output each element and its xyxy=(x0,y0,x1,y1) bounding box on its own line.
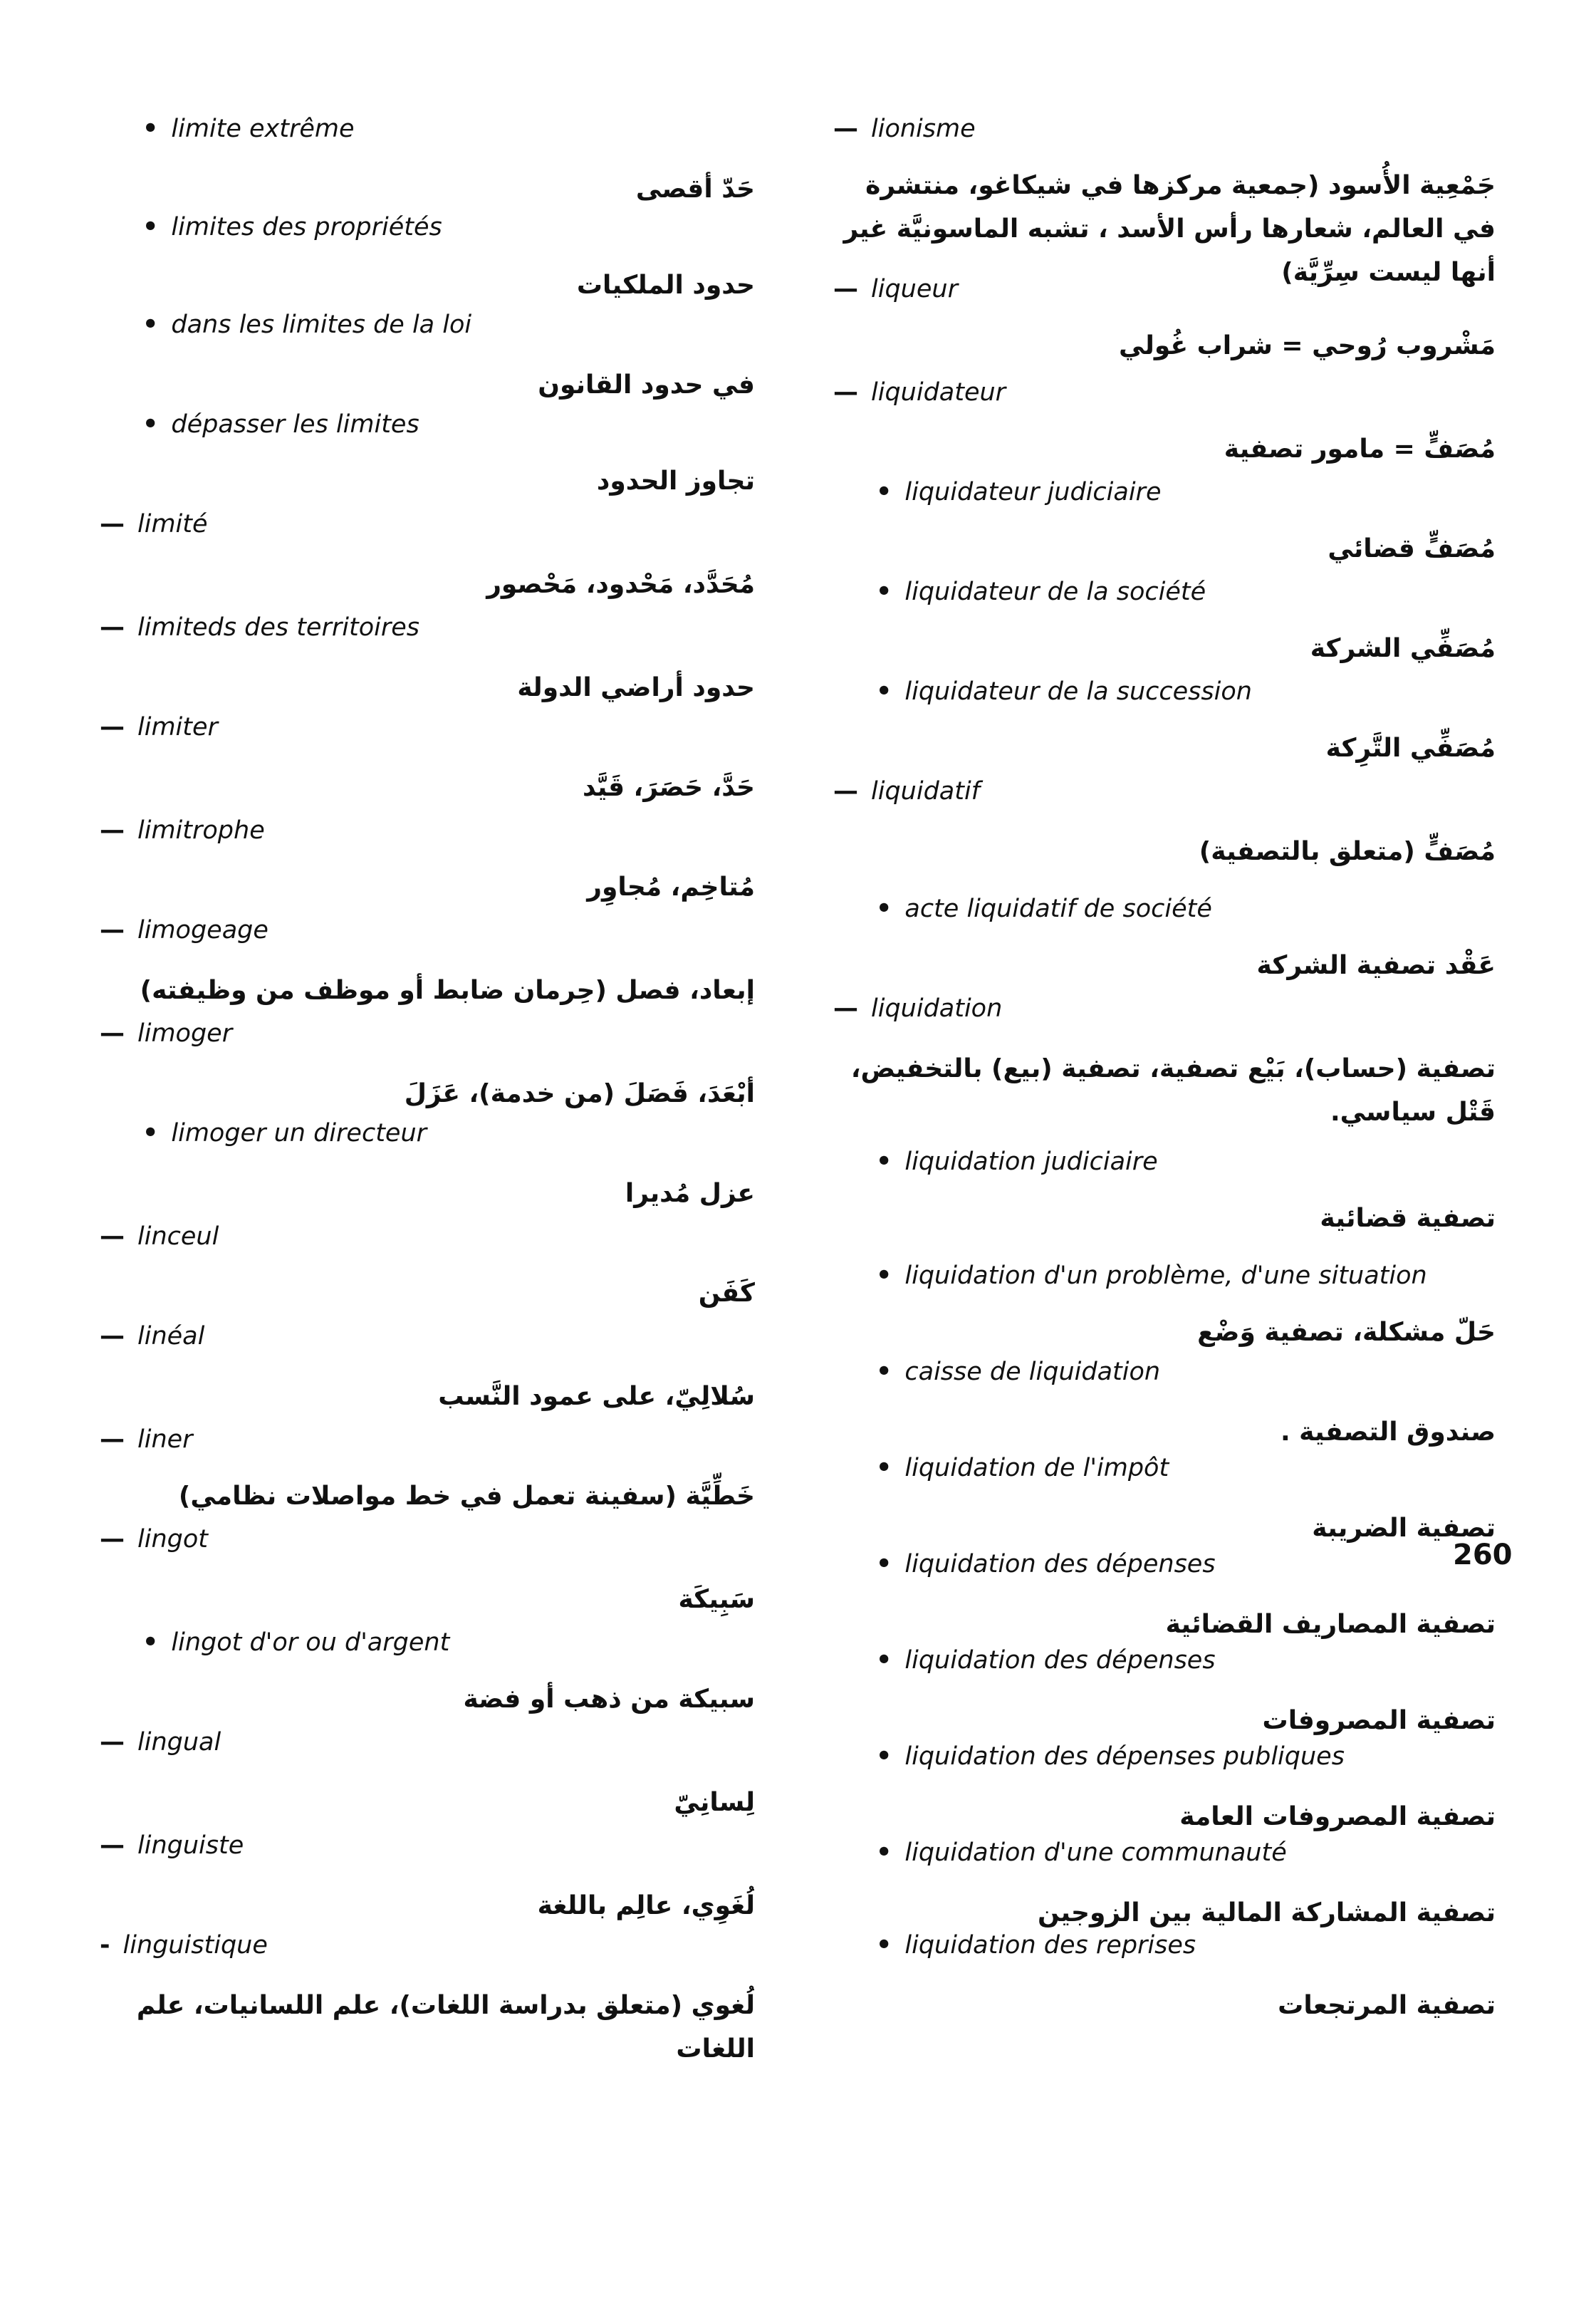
bullet-marker: • xyxy=(876,1358,892,1386)
french-term: liquidateur xyxy=(871,378,1006,407)
headword xyxy=(100,613,755,643)
arabic-translation: عزل مُديرا xyxy=(625,1179,755,1208)
bullet-marker: • xyxy=(142,1119,159,1148)
headword xyxy=(100,1727,755,1757)
arabic-translation: تصفية المرتجعات xyxy=(1278,1991,1496,2020)
bullet-marker: • xyxy=(876,1550,892,1578)
dash-marker: — xyxy=(100,1425,125,1454)
french-term: limité xyxy=(137,510,208,539)
french-term: liquidateur de la succession xyxy=(904,677,1252,706)
arabic-translation: مُصَفِّي التَّرِكة xyxy=(1325,734,1496,763)
dash-marker: — xyxy=(833,378,858,407)
dash-marker: — xyxy=(100,613,125,642)
arabic-translation: صندوق التصفية . xyxy=(1280,1417,1496,1447)
french-term: limoger un directeur xyxy=(171,1119,427,1148)
sub-entry xyxy=(876,1357,1496,1387)
arabic-translation: مَشْروب رُوحي = شراب غُولي xyxy=(1118,331,1496,360)
arabic-translation: في حدود القانون xyxy=(538,370,755,400)
headword xyxy=(100,915,755,945)
headword xyxy=(833,776,1496,806)
french-term: liquidatif xyxy=(871,777,981,806)
headword xyxy=(833,274,1496,304)
bullet-marker: • xyxy=(876,478,892,506)
french-term: limiter xyxy=(137,713,218,742)
arabic-translation: تصفية (حساب)، بَيْع تصفية، تصفية (بيع) بالتخفيض، قَتْل سياسي. xyxy=(850,1054,1496,1128)
arabic-translation: حَلّ مشكلة، تصفية وَضْع xyxy=(1197,1318,1496,1347)
sub-entry xyxy=(142,212,755,242)
bullet-marker: • xyxy=(142,115,159,143)
arabic-translation: مُتاخِم، مُجاوِر xyxy=(587,873,755,902)
arabic-translation: حَدّ أقصى xyxy=(635,175,755,204)
french-term: lionisme xyxy=(871,115,976,143)
bullet-marker: • xyxy=(142,410,159,439)
french-term: limogeage xyxy=(137,916,268,945)
dash-marker: - xyxy=(100,1931,110,1960)
sub-entry xyxy=(876,1453,1496,1483)
french-term: liquidation des dépenses xyxy=(904,1550,1216,1578)
arabic-translation: تصفية الضريبة xyxy=(1312,1514,1496,1543)
arabic-translation: حدود أراضي الدولة xyxy=(517,673,755,702)
french-term: linguistique xyxy=(122,1931,268,1960)
dash-marker: — xyxy=(100,713,125,742)
sub-entry xyxy=(142,310,755,340)
arabic-translation: لُغَوِي، عالِم باللغة xyxy=(537,1891,755,1920)
dash-marker: — xyxy=(100,510,125,539)
bullet-marker: • xyxy=(876,1646,892,1675)
headword xyxy=(100,1524,755,1554)
french-term: liquidation d'un problème, d'une situation xyxy=(904,1261,1427,1290)
dash-marker: — xyxy=(100,1728,125,1757)
french-term: liquidation des reprises xyxy=(904,1931,1196,1960)
sub-entry xyxy=(142,410,755,439)
bullet-marker: • xyxy=(876,677,892,706)
french-term: limitrophe xyxy=(137,816,265,845)
dash-marker: — xyxy=(100,816,125,845)
dash-marker: — xyxy=(100,1322,125,1351)
sub-entry xyxy=(876,1930,1496,1960)
headword xyxy=(100,1930,755,1960)
headword xyxy=(833,378,1496,407)
headword xyxy=(100,712,755,742)
french-term: limite extrême xyxy=(171,115,355,143)
bullet-marker: • xyxy=(876,1148,892,1176)
french-term: linguiste xyxy=(137,1831,244,1860)
bullet-marker: • xyxy=(876,895,892,923)
dash-marker: — xyxy=(833,275,858,303)
bullet-marker: • xyxy=(876,1261,892,1290)
arabic-translation: مُصَفِّي الشركة xyxy=(1310,634,1496,663)
dash-marker: — xyxy=(100,1831,125,1860)
arabic-translation: إبعاد، فصل (حِرمان ضابط أو موظف من وظيفته) xyxy=(140,976,755,1005)
french-term: lingot xyxy=(137,1525,208,1554)
dash-marker: — xyxy=(833,115,858,143)
french-term: dépasser les limites xyxy=(171,410,419,439)
headword xyxy=(100,1222,755,1252)
dash-marker: — xyxy=(100,916,125,945)
french-term: liner xyxy=(137,1425,193,1454)
headword xyxy=(833,994,1496,1024)
arabic-translation: تصفية المصاريف القضائية xyxy=(1165,1610,1496,1639)
arabic-translation: أبْعَدَ، فَصَلَ (من خدمة)، عَزَلَ xyxy=(404,1079,755,1108)
sub-entry xyxy=(142,1628,755,1658)
french-term: liquidation des dépenses xyxy=(904,1646,1216,1675)
arabic-translation: تصفية المصروفات العامة xyxy=(1179,1802,1496,1831)
french-term: linceul xyxy=(137,1222,219,1251)
french-term: liqueur xyxy=(871,275,958,303)
arabic-translation: حدود الملكيات xyxy=(576,271,755,300)
arabic-translation: كَفَن xyxy=(698,1279,755,1308)
bullet-marker: • xyxy=(142,213,159,241)
arabic-translation: سَبِيكَة xyxy=(678,1585,755,1614)
dash-marker: — xyxy=(833,994,858,1023)
french-term: linéal xyxy=(137,1322,205,1351)
dash-marker: — xyxy=(100,1222,125,1251)
french-term: liquidation d'une communauté xyxy=(904,1838,1287,1867)
arabic-translation: لُغوي (متعلق بدراسة اللغات)، علم اللسانيات، علم اللغات xyxy=(136,1991,755,2064)
french-term: liquidation de l'impôt xyxy=(904,1454,1169,1482)
arabic-translation: تصفية قضائية xyxy=(1320,1204,1496,1233)
arabic-translation: تصفية المشاركة المالية بين الزوجين xyxy=(1037,1898,1496,1928)
arabic-translation: مُحَدَّد، مَحْدود، مَحْصور xyxy=(486,570,755,599)
arabic-translation: لِسانِيّ xyxy=(674,1788,755,1817)
french-term: lingot d'or ou d'argent xyxy=(171,1628,450,1657)
arabic-translation: جَمْعِية الأُسود (جمعية مركزها في شيكاغو، منتشرة في العالم، شعارها رأس الأسد ، تشبه الماسونيَّة غير أنها ليست سِرِّيَّة) xyxy=(843,171,1496,288)
sub-entry xyxy=(876,1549,1496,1579)
french-term: liquidation des dépenses publiques xyxy=(904,1742,1345,1771)
french-term: limiteds des territoires xyxy=(137,613,419,642)
french-term: limites des propriétés xyxy=(171,213,442,241)
bullet-marker: • xyxy=(876,1838,892,1867)
sub-entry xyxy=(876,1645,1496,1675)
page-number: 260 xyxy=(1453,1539,1513,1571)
headword xyxy=(100,1425,755,1455)
bullet-marker: • xyxy=(142,311,159,339)
headword xyxy=(100,1019,755,1049)
arabic-translation: مُصَفٍّ (متعلق بالتصفية) xyxy=(1199,837,1496,866)
sub-entry xyxy=(876,677,1496,707)
arabic-translation: سبيكة من ذهب أو فضة xyxy=(463,1685,755,1714)
bullet-marker: • xyxy=(876,578,892,606)
sub-entry xyxy=(876,1261,1496,1291)
sub-entry xyxy=(876,1147,1496,1177)
arabic-translation: حَدَّ، حَصَرَ، قَيَّد xyxy=(582,773,755,802)
french-term: caisse de liquidation xyxy=(904,1358,1161,1386)
headword xyxy=(100,816,755,846)
headword xyxy=(100,1321,755,1351)
sub-entry xyxy=(142,114,755,144)
french-term: dans les limites de la loi xyxy=(171,311,472,339)
arabic-translation: مُصَفٍّ قضائي xyxy=(1328,534,1496,563)
sub-entry xyxy=(876,577,1496,607)
headword xyxy=(100,509,755,539)
french-term: acte liquidatif de société xyxy=(904,895,1212,923)
sub-entry xyxy=(876,477,1496,507)
sub-entry xyxy=(876,1838,1496,1868)
french-term: liquidation xyxy=(871,994,1003,1023)
dash-marker: — xyxy=(100,1019,125,1048)
french-term: limoger xyxy=(137,1019,233,1048)
arabic-translation: تجاوز الحدود xyxy=(596,467,755,496)
arabic-translation: تصفية المصروفات xyxy=(1262,1706,1496,1735)
bullet-marker: • xyxy=(876,1454,892,1482)
french-term: lingual xyxy=(137,1728,221,1757)
sub-entry xyxy=(876,894,1496,924)
french-term: liquidation judiciaire xyxy=(904,1148,1158,1176)
dash-marker: — xyxy=(100,1525,125,1554)
french-term: liquidateur de la société xyxy=(904,578,1206,606)
bullet-marker: • xyxy=(876,1742,892,1771)
headword xyxy=(833,114,1496,144)
arabic-translation: مُصَفٍّ = مامور تصفية xyxy=(1224,435,1496,464)
sub-entry xyxy=(142,1118,755,1148)
arabic-translation: خَطِّيَّة (سفينة تعمل في خط مواصلات نظامي) xyxy=(178,1482,755,1511)
arabic-translation: عَقْد تصفية الشركة xyxy=(1256,951,1496,980)
arabic-translation: سُلالِيّ، على عمود النَّسب xyxy=(438,1382,755,1411)
headword xyxy=(100,1831,755,1861)
sub-entry xyxy=(876,1742,1496,1772)
dash-marker: — xyxy=(833,777,858,806)
bullet-marker: • xyxy=(876,1931,892,1960)
french-term: liquidateur judiciaire xyxy=(904,478,1162,506)
bullet-marker: • xyxy=(142,1628,159,1657)
